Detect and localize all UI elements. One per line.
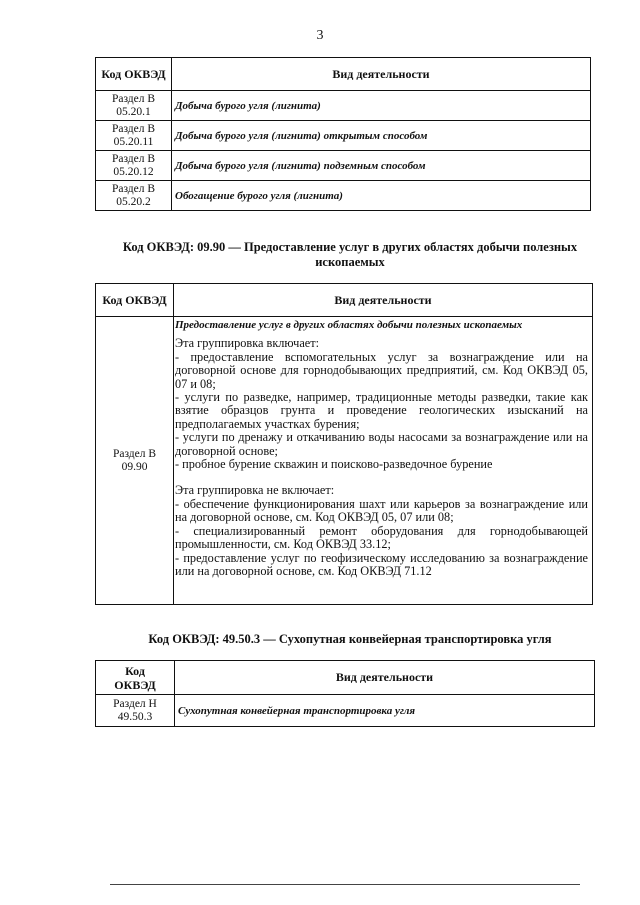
code-section: Раздел B (111, 122, 156, 135)
includes-item: - предоставление вспомогательных услуг за вознаграждение или на договорной основе для горнодобывающих предприятий, см. Код ОКВЭД 05, 07 и 08; (175, 349, 588, 391)
code-section: Раздел B (111, 182, 156, 195)
code-cell (96, 695, 175, 727)
table-header-row (96, 284, 593, 317)
activity-cell: Добыча бурого угля (лигнита) (172, 91, 591, 121)
activity-cell: Добыча бурого угля (лигнита) подземным способом (172, 151, 591, 181)
header-activity: Вид деятельности (175, 661, 595, 695)
section-title-09-90 (100, 240, 600, 270)
includes-item: - услуги по дренажу и откачиванию воды насосами за вознаграждение или на договорной основе; (175, 430, 588, 458)
page-number: 3 (316, 28, 324, 43)
code-number: 05.20.11 (113, 135, 154, 148)
header-code-line: ОКВЭД (114, 677, 156, 692)
table-row (96, 91, 591, 121)
section-title-line: Код ОКВЭД: 09.90 — Предоставление услуг в других областях добычи полезных (122, 240, 578, 254)
header-code: Код ОКВЭД (96, 58, 172, 91)
description-cell (174, 317, 593, 605)
activity-cell: Сухопутная конвейерная транспортировка угля (175, 695, 595, 727)
description-body (174, 317, 592, 580)
header-activity: Вид деятельности (174, 284, 593, 317)
table-row (96, 121, 591, 151)
code-section: Раздел B (111, 152, 156, 165)
includes-item: - пробное бурение скважин и поисково-разведочное бурение (175, 457, 493, 472)
excludes-intro: Эта группировка не включает: (175, 483, 335, 498)
code-number: 05.20.2 (116, 195, 151, 208)
code-cell (96, 91, 172, 121)
code-number: 05.20.12 (113, 165, 154, 178)
okved-table-05-20 (95, 57, 591, 211)
code-cell (96, 181, 172, 211)
code-section: Раздел Н (113, 697, 157, 710)
excludes-item: - обеспечение функционирования шахт или карьеров за вознаграждение или на договорной основе, см. Код ОКВЭД 05, 07 или 08; (175, 496, 588, 525)
table-header-row (96, 661, 595, 695)
table-header-row (96, 58, 591, 91)
header-code-line: Код (125, 663, 145, 678)
includes-intro: Эта группировка включает: (175, 336, 320, 351)
excludes-item: - специализированный ремонт оборудования для горнодобывающей промышленности, см. Код ОКВЭД 33.12; (175, 523, 588, 552)
okved-table-09-90 (95, 283, 593, 605)
code-section: Раздел B (112, 447, 157, 460)
page-bottom-rule (110, 884, 580, 885)
header-code: Код ОКВЭД (96, 284, 174, 317)
activity-cell: Добыча бурого угля (лигнита) открытым способом (172, 121, 591, 151)
section-title-49-50-3: Код ОКВЭД: 49.50.3 — Сухопутная конвейерная транспортировка угля (148, 632, 552, 646)
header-code (96, 661, 175, 695)
code-number: 09.90 (121, 460, 148, 473)
item-title: Предоставление услуг в других областях добычи полезных ископаемых (175, 319, 523, 331)
code-number: 49.50.3 (117, 710, 153, 723)
header-activity: Вид деятельности (172, 58, 591, 91)
includes-item: - услуги по разведке, например, традиционные методы разведки, такие как взятие образцов грунта и проведение геологических изысканий на предполагаемых участках бурения; (175, 390, 588, 431)
okved-table-49-50-3 (95, 660, 595, 727)
code-section: Раздел B (111, 92, 156, 105)
table-row (96, 151, 591, 181)
table-row (96, 317, 593, 605)
table-row (96, 695, 595, 727)
section-title-line: ископаемых (315, 255, 385, 269)
code-cell (96, 317, 174, 605)
code-cell (96, 151, 172, 181)
excludes-item: - предоставление услуг по геофизическому исследованию за вознаграждение или на договорной основе, см. Код ОКВЭД 71.12 (175, 550, 588, 578)
code-number: 05.20.1 (116, 105, 151, 118)
activity-cell: Обогащение бурого угля (лигнита) (172, 181, 591, 211)
table-row (96, 181, 591, 211)
code-cell (96, 121, 172, 151)
